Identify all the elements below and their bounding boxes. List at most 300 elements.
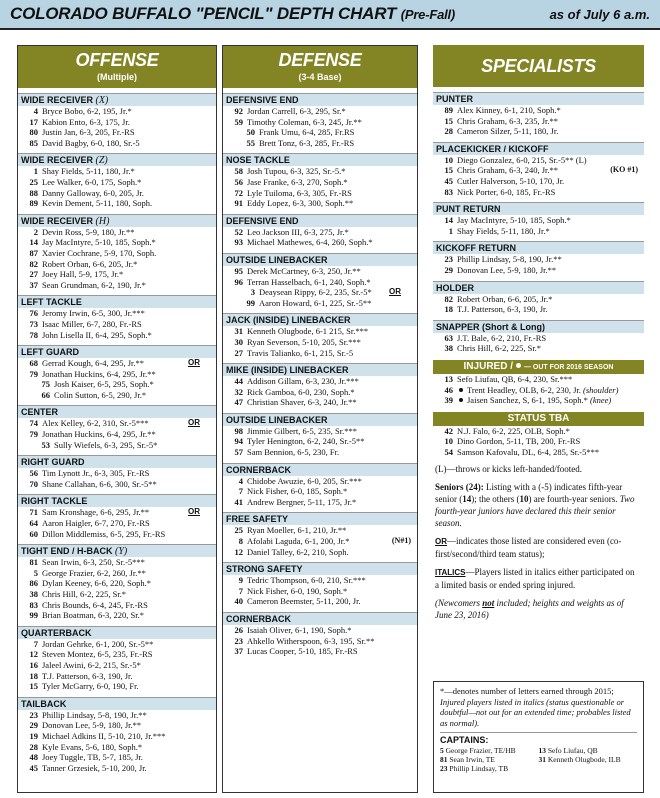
player-info: Lee Walker, 6-0, 175, Soph.* [42,176,142,187]
player-row [18,479,216,490]
position-section [18,494,216,539]
position-section [223,612,417,657]
player-row [18,379,216,390]
position-header [18,494,216,507]
player-row [18,600,216,611]
jersey-number: 8 [238,536,243,547]
status-title: STATUS TBA [507,412,570,424]
player-info: Aaron Howard, 6-1, 225, Sr.-5** [259,297,372,308]
jersey-number: 98 [234,425,243,436]
jersey-number: 31 [234,326,243,337]
player-info: Joey Tuggle, TB, 5-7, 185, Jr. [42,752,143,763]
player-row [433,265,644,276]
seniors-note [433,481,644,529]
footnote-italic: Injured players listed in italics (status questionable or doubtful—not out for an extended time; probables listed as normal). [440,696,631,728]
player-row [433,436,644,447]
player-row [18,358,216,369]
player-info: Sean Irwin, 6-3, 250, Sr.-5*** [42,557,145,568]
specialists-banner [433,45,644,87]
player-info: Bryce Bobo, 6-2, 195, Jr.* [42,106,132,116]
italics-note [433,566,644,591]
position-header [18,697,216,710]
jersey-number: 75 [41,379,50,390]
position-section [223,214,417,248]
position-name: WIDE RECEIVER [21,215,94,226]
position-code: (Y) [115,546,128,558]
player-info: Michael Mathewes, 6-4, 260, Soph.* [247,237,373,248]
position-name: CORNERBACK [226,614,291,624]
player-row [18,198,216,209]
player-row [433,165,644,176]
player-row [223,198,417,209]
player-row [18,177,216,188]
player-info: George Frazier, 6-2, 260, Jr.** [42,567,146,578]
as-of-date: as of July 6 a.m. [549,7,650,22]
player-row [433,105,644,116]
jersey-number: 48 [29,752,38,763]
player-row [18,429,216,440]
player-row [223,188,417,199]
player-row [18,138,216,149]
jersey-number: 88 [29,187,38,198]
footnote [440,686,637,728]
jersey-number: 99 [246,297,255,308]
player-info: Chris Bounds, 6-4, 245, Fr.-RS [42,599,148,610]
player-row [223,117,417,128]
player-row [18,166,216,177]
captain-name: George Frazier, TE/HB [445,745,516,755]
player-row [18,578,216,589]
player-info: Donovan Lee, 5-9, 180, Jr.** [42,720,142,731]
jersey-number: 64 [29,518,38,529]
player-row [18,237,216,248]
captain-entry [440,755,539,764]
player-info: Aaron Haigler, 6-7, 270, Fr.-RS [42,518,150,529]
player-row [18,763,216,774]
jersey-number: 23 [444,254,453,265]
jersey-number: 29 [29,720,38,731]
position-name: WIDE RECEIVER [21,155,94,166]
jersey-number: 18 [444,304,453,315]
jersey-number: 28 [444,126,453,137]
position-header [18,214,216,227]
captain-entry [539,746,638,755]
jersey-number: 37 [29,279,38,290]
player-info: Andrew Bergner, 5-11, 175, Jr.* [247,496,357,507]
position-name: OUTSIDE LINEBACKER [226,414,328,425]
position-header [18,455,216,468]
player-info: Brett Tonz, 6-3, 285, Fr.-RS [259,137,355,148]
jersey-number: 42 [444,425,453,436]
position-section [18,295,216,340]
captains-title: CAPTAINS: [440,732,637,746]
injury-bullet-icon [459,398,463,402]
jersey-number: 80 [29,127,38,138]
player-row [223,426,417,437]
jersey-number: 92 [234,106,243,116]
injured-header [433,360,644,374]
player-row [18,710,216,721]
player-info: Trent Headley, OLB, 6-2, 230, Jr. [467,384,581,395]
player-row [223,575,417,586]
player-row [18,117,216,128]
player-info: Chris Hill, 6-2, 225, Sr.* [42,589,127,599]
jersey-number: 12 [29,649,38,660]
jersey-number: 60 [29,528,38,539]
position-name: WIDE RECEIVER [21,95,94,105]
jersey-number: 87 [29,247,38,258]
position-header [18,345,216,358]
player-info: Jordan Gehrke, 6-1, 200, Sr.-5** [42,638,154,649]
player-row [18,568,216,579]
player-row [18,106,216,117]
defense-banner [223,46,417,88]
player-info: Chidobe Awuzie, 6-0, 205, Sr.*** [247,475,362,486]
player-row [18,720,216,731]
position-header [18,626,216,639]
player-row [18,259,216,270]
player-row [433,447,644,458]
jersey-number: 1 [33,166,38,177]
jersey-number: 76 [29,308,38,319]
player-row [18,330,216,341]
position-section [433,320,644,354]
position-name: OUTSIDE LINEBACKER [226,254,328,265]
player-info: Tedric Thompson, 6-0, 210, Sr.*** [247,575,366,586]
player-info: Alex Kelley, 6-2, 310, Sr.-5*** [42,418,149,429]
player-row [433,395,644,406]
player-info: Timothy Coleman, 6-3, 245, Jr.** [247,116,362,127]
position-name: TIGHT END / H-BACK [21,546,113,557]
player-row [223,237,417,248]
player-row [223,447,417,458]
player-row [223,326,417,337]
player-info: Robert Orban, 6-6, 205, Jr.* [457,293,553,304]
player-info: Danny Galloway, 6-0, 205, Jr. [42,187,144,198]
player-row [18,390,216,401]
player-info: Shane Callahan, 6-6, 300, Sr.-5** [42,478,157,489]
player-row [223,127,417,138]
jersey-number: 73 [29,318,38,329]
jersey-number: 79 [29,429,38,440]
jersey-number: 7 [33,638,38,649]
captain-name: Sean Irwin, TE [449,754,495,764]
seniors-lead: Seniors (24): [435,482,484,493]
player-row [433,187,644,198]
player-info: Tyler McGarry, 6-0, 190, Fr. [42,681,139,692]
player-info: Brian Boatman, 6-3, 220, Sr.* [42,610,144,621]
depth-tag: (KO #1) [610,165,638,175]
player-info: Christian Shaver, 6-3, 240, Jr.** [247,397,357,408]
player-row [18,269,216,280]
jersey-number: 89 [444,105,453,115]
jersey-number: 94 [234,436,243,447]
player-info: Ryan Severson, 5-10, 205, Sr.*** [247,336,361,347]
player-info: Tyler Henington, 6-2, 240, Sr.-5** [247,436,365,447]
jersey-number: 59 [234,116,243,127]
player-row [223,138,417,149]
captain-number: 13 [538,745,548,755]
jersey-number: 45 [444,175,453,186]
player-row [433,426,644,437]
position-section [18,153,216,208]
position-section [18,405,216,450]
or-marker: OR [188,507,200,517]
player-row [433,333,644,344]
position-header [433,142,644,155]
jersey-number: 1 [448,225,453,236]
position-name: CENTER [21,407,59,418]
player-row [18,369,216,380]
player-row [18,681,216,692]
position-header [223,253,417,266]
injury-bullet-icon [516,363,521,368]
jersey-number: 55 [246,137,255,148]
player-info: J.T. Bale, 6-2, 210, Fr.-RS [457,332,547,343]
player-info: Eddy Lopez, 6-3, 300, Soph.** [247,198,354,209]
position-header [223,313,417,326]
jersey-number: 27 [234,347,243,358]
position-section [18,455,216,489]
jersey-number: 18 [29,670,38,681]
jersey-number: 70 [29,478,38,489]
jersey-number: 14 [444,215,453,226]
jersey-number: 10 [444,436,453,447]
player-row [18,557,216,568]
player-row [223,277,417,288]
player-info: Jonathan Huckins, 6-4, 295, Jr.** [42,429,156,440]
player-row [223,636,417,647]
player-info: Isaac Miller, 6-7, 280, Fr.-RS [42,318,142,329]
position-section [18,697,216,774]
jersey-number: 32 [234,386,243,397]
defense-title: DEFENSE [278,50,362,70]
jersey-number: 57 [234,447,243,458]
position-header [433,202,644,215]
player-row [18,529,216,540]
position-header [18,153,216,166]
position-section [433,281,644,315]
player-info: Kevin Dement, 5-11, 180, Soph. [42,198,153,209]
offense-banner [18,46,216,88]
player-info: Phillip Lindsay, 5-8, 190, Jr.** [42,709,147,720]
position-section [433,92,644,137]
player-row [223,166,417,177]
jersey-number: 10 [444,154,453,165]
injury-bullet-icon [459,388,463,392]
player-info: Jonathan Huckins, 6-4, 295, Jr.** [42,368,156,379]
position-name: PLACEKICKER / KICKOFF [436,143,549,154]
player-row [223,596,417,607]
player-info: Sam Kronshage, 6-6, 295, Jr.** [42,507,150,518]
player-info: Addison Gillam, 6-3, 230, Jr.*** [247,376,359,387]
player-info: Frank Umu, 6-4, 285, Fr.RS [259,127,355,138]
or-marker: OR [389,287,401,297]
player-info: Phillip Lindsay, 5-8, 190, Jr.** [457,254,562,265]
jersey-number: 96 [234,276,243,287]
player-row [18,308,216,319]
player-info: John Lisella II, 6-4, 295, Soph.* [42,329,152,340]
player-row [223,266,417,277]
position-name: FREE SAFETY [226,514,289,525]
player-info: Alex Kinney, 6-1, 210, Soph.* [457,105,561,115]
specialists-column [433,45,644,793]
jersey-number: 38 [29,589,38,599]
jersey-number: 15 [29,681,38,692]
newcomers-note [433,597,644,621]
position-section [433,142,644,197]
position-section [18,626,216,692]
captain-number: 81 [440,754,450,764]
player-info: Tim Lynott Jr., 6-3, 305, Fr.-RS [42,468,150,479]
player-row [223,227,417,238]
newcomers-b: included; heights and weights as of June 23, 2016) [435,598,624,621]
jersey-number: 25 [234,525,243,536]
seniors-italic: Two fourth-year juniors have declared this their senior season. [435,494,635,529]
position-header [223,153,417,166]
jersey-number: 44 [234,376,243,387]
position-section [18,544,216,621]
position-header [18,405,216,418]
lefty-note: (L)—throws or kicks left-handed/footed. [435,464,582,475]
player-row [433,176,644,187]
jersey-number: 12 [234,546,243,557]
jersey-number: 46 [444,384,453,395]
or-label: OR [435,537,447,547]
player-row [18,418,216,429]
captain-entry [440,764,539,773]
player-row [433,374,644,385]
offense-subtitle: (Multiple) [97,72,137,82]
jersey-number: 15 [444,115,453,126]
jersey-number: 72 [234,187,243,198]
player-info: Sean Grundman, 6-2, 190, Jr.* [42,279,146,290]
player-row [18,468,216,479]
player-row [18,610,216,621]
jersey-number: 4 [33,106,38,116]
player-info: Tanner Grzesiek, 5-10, 200, Jr. [42,762,147,773]
position-section [223,413,417,458]
player-info: Dylan Keeney, 6-6, 220, Soph.* [42,578,151,589]
jersey-number: 23 [29,709,38,720]
jersey-number: 86 [29,578,38,589]
jersey-number: 53 [41,439,50,450]
player-row [18,752,216,763]
position-name: HOLDER [436,282,474,293]
player-row [18,507,216,518]
player-info: Cameron Beemster, 5-11, 200, Jr. [247,596,361,607]
specialists-sections [433,92,644,354]
position-name: JACK (INSIDE) LINEBACKER [226,315,351,326]
captain-name: Phillip Lindsay, TB [449,763,509,773]
status-header [433,412,644,426]
player-info: Chris Hill, 6-2, 225, Sr.* [457,343,542,354]
position-name: STRONG SAFETY [226,564,303,575]
jersey-number: 66 [41,389,50,400]
jersey-number: 2 [33,226,38,237]
player-row [433,254,644,265]
jersey-number: 68 [29,358,38,369]
italics-label: ITALICS [435,568,466,578]
player-info: Joey Hall, 5-9, 175, Jr.* [42,269,124,280]
position-header [18,93,216,106]
player-row [223,436,417,447]
position-header [433,241,644,254]
jersey-number: 30 [234,336,243,347]
captain-name: Sefo Liufau, QB [547,745,598,755]
position-code: (H) [95,215,110,227]
title-subtitle: (Pre-Fall) [400,7,456,22]
position-name: QUARTERBACK [21,627,92,638]
player-info: Cameron Silzer, 5-11, 180, Jr. [457,126,559,137]
player-row [223,646,417,657]
jersey-number: 47 [234,397,243,408]
player-info: Nick Fisher, 6-0, 185, Soph.* [247,486,348,497]
player-row [18,589,216,600]
position-section [223,93,417,148]
position-name: LEFT GUARD [21,347,79,358]
position-header [223,363,417,376]
player-info: Cutler Halverson, 5-10, 170, Jr. [457,175,565,186]
player-row [18,227,216,238]
jersey-number: 39 [444,395,453,406]
footnote-box [433,681,644,793]
player-info: Afolabi Laguda, 6-1, 200, Jr.* [247,536,350,547]
player-row [18,280,216,291]
position-code: (X) [95,95,109,106]
seniors-count-fifth: 14 [462,494,472,505]
player-row [223,397,417,408]
jersey-number: 3 [250,287,255,298]
player-info: Samson Kafovalu, DL, 6-4, 285, Sr.-5*** [457,446,600,457]
jersey-number: 23 [234,635,243,646]
player-row [433,294,644,305]
injury-type: (knee) [587,395,612,406]
jersey-number: 63 [444,332,453,343]
position-name: RIGHT GUARD [21,457,85,468]
footnote-text: *—denotes number of letters earned through 2015; [440,686,614,696]
seniors-text3: ) are fourth-year seniors. [528,494,620,505]
player-row [433,116,644,127]
jersey-number: 50 [246,127,255,138]
player-row [223,106,417,117]
player-row [18,319,216,330]
player-row [223,547,417,558]
player-info: Michael Adkins II, 5-10, 210, Jr.*** [42,730,166,741]
jersey-number: 29 [444,264,453,275]
position-name: KICKOFF RETURN [436,243,516,254]
player-info: Leo Jackson III, 6-3, 275, Jr.* [247,226,349,237]
captain-name: Kenneth Olugbode, ILB [547,754,621,764]
player-info: Gerrad Kough, 6-4, 295, Jr.** [42,358,144,369]
position-name: DEFENSIVE END [226,95,299,105]
player-row [18,248,216,259]
jersey-number: 85 [29,137,38,148]
jersey-number: 27 [29,269,38,280]
or-note [433,535,644,560]
position-section [223,313,417,358]
player-info: Shay Fields, 5-11, 180, Jr.* [42,166,135,177]
player-row [433,304,644,315]
player-row [433,215,644,226]
position-section [18,214,216,291]
player-info: Deaysean Rippy, 6-2, 235, Sr.-5* [259,287,372,298]
newcomers-not: not [482,598,495,609]
jersey-number: 81 [29,557,38,568]
player-row [18,188,216,199]
jersey-number: 74 [29,418,38,429]
position-section [223,363,417,408]
